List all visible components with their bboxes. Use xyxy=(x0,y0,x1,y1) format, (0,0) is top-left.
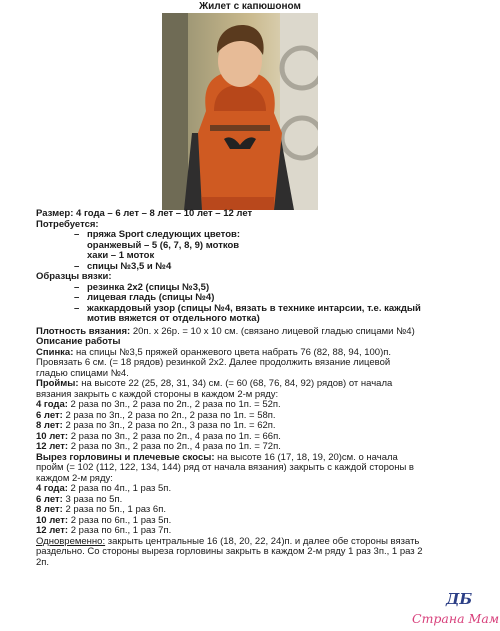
size-value: 4 года – 6 лет – 8 лет – 10 лет – 12 лет xyxy=(76,208,253,219)
site-watermark xyxy=(412,590,500,631)
watermark-site-name: Страна Мам xyxy=(412,611,500,626)
back-line: гладью спицами №4. xyxy=(36,367,129,379)
samples-item: мотив вяжется от отдельного мотка) xyxy=(87,313,260,324)
samples-item: – лицевая гладь (спицы №4) xyxy=(74,292,215,303)
neck-row: 10 лет: 2 раза по 6п., 1 раз 5п. xyxy=(36,514,172,526)
samples-heading: Образцы вязки: xyxy=(36,271,112,282)
armhole-row: 4 года: 2 раза по 3п., 2 раза по 2п., 2 раза по 1п. = 52п. xyxy=(36,399,281,410)
armhole-row: 12 лет: 2 раза по 3п., 2 раза по 2п., 4 раза по 1п. = 72п. xyxy=(36,441,281,452)
work-heading: Описание работы xyxy=(36,336,121,347)
watermark-db-logo: ДБ xyxy=(446,590,473,608)
materials-item: – спицы №3,5 и №4 xyxy=(74,260,172,272)
armhole-row: 8 лет: 2 раза по 3п., 2 раза по 2п., 3 раза по 1п. = 62п. xyxy=(36,420,276,431)
materials-heading: Потребуется: xyxy=(36,218,99,230)
size-label: Размер: xyxy=(36,208,74,219)
simultaneously-line: Одновременно: закрыть центральные 16 (18, 20, 22, 24)п. и далее обе стороны вязать xyxy=(36,535,420,547)
armhole-row: 10 лет: 2 раза по 3п., 2 раза по 2п., 4 раза по 1п. = 66п. xyxy=(36,430,281,442)
neckline-line: пройм (= 102 (112, 122, 134, 144) ряд от начала вязания) закрыть с каждой стороны в xyxy=(36,462,414,473)
bullet-dash: – xyxy=(74,229,80,240)
simultaneously-line: раздельно. Со стороны выреза горловины закрыть в каждом 2-м ряду 1 раз 3п., 1 раз 2 xyxy=(36,546,423,557)
pattern-text xyxy=(36,209,491,568)
armhole-row: 6 лет: 2 раза по 3п., 2 раза по 2п., 2 раза по 1п. = 58п. xyxy=(36,409,276,421)
neck-row: 12 лет: 2 раза по 6п., 1 раз 7п. xyxy=(36,525,172,536)
simultaneously-line: 2п. xyxy=(36,556,50,568)
back-line: Спинка: на спицы №3,5 пряжей оранжевого цвета набрать 76 (82, 88, 94, 100)п. xyxy=(36,346,392,358)
neck-row: 8 лет: 2 раза по 5п., 1 раз 6п. xyxy=(36,504,166,515)
bullet-dash: – xyxy=(74,292,80,303)
neckline-line: каждом 2-м ряду: xyxy=(36,472,113,484)
samples-item: – резинка 2х2 (спицы №3,5) xyxy=(74,281,210,293)
armholes-line: Проймы: на высоте 22 (25, 28, 31, 34) см. (= 60 (68, 76, 84, 92) рядов) от начала xyxy=(36,378,393,389)
page-title: Жилет с капюшоном xyxy=(199,1,301,12)
pattern-photo xyxy=(162,13,318,210)
materials-item: оранжевый – 5 (6, 7, 8, 9) мотков xyxy=(87,239,240,251)
materials-item: хаки – 1 моток xyxy=(87,250,155,261)
neck-row: 4 года: 2 раза по 4п., 1 раз 5п. xyxy=(36,483,172,494)
bullet-dash: – xyxy=(74,302,80,314)
neck-row: 6 лет: 3 раза по 5п. xyxy=(36,493,123,505)
armholes-line: вязания закрыть с каждой стороны в каждом 2-м ряду: xyxy=(36,388,279,400)
boy-in-vest-illustration xyxy=(162,13,318,210)
materials-item: – пряжа Sport следующих цветов: xyxy=(74,229,241,240)
density-line: Плотность вязания: 20п. х 26р. = 10 х 10 см. (связано лицевой гладью спицами №4) xyxy=(36,325,415,337)
back-line: Провязать 6 см. (= 18 рядов) резинкой 2х2. Далее продолжить вязание лицевой xyxy=(36,357,391,368)
neckline-line: Вырез горловины и плечевые скосы: на высоте 16 (17, 18, 19, 20)см. о начала xyxy=(36,451,398,463)
bullet-dash: – xyxy=(74,260,80,272)
bullet-dash: – xyxy=(74,281,80,293)
size-line xyxy=(36,209,491,220)
samples-item: – жаккардовый узор (спицы №4, вязать в технике интарсии, т.е. каждый xyxy=(74,302,421,314)
